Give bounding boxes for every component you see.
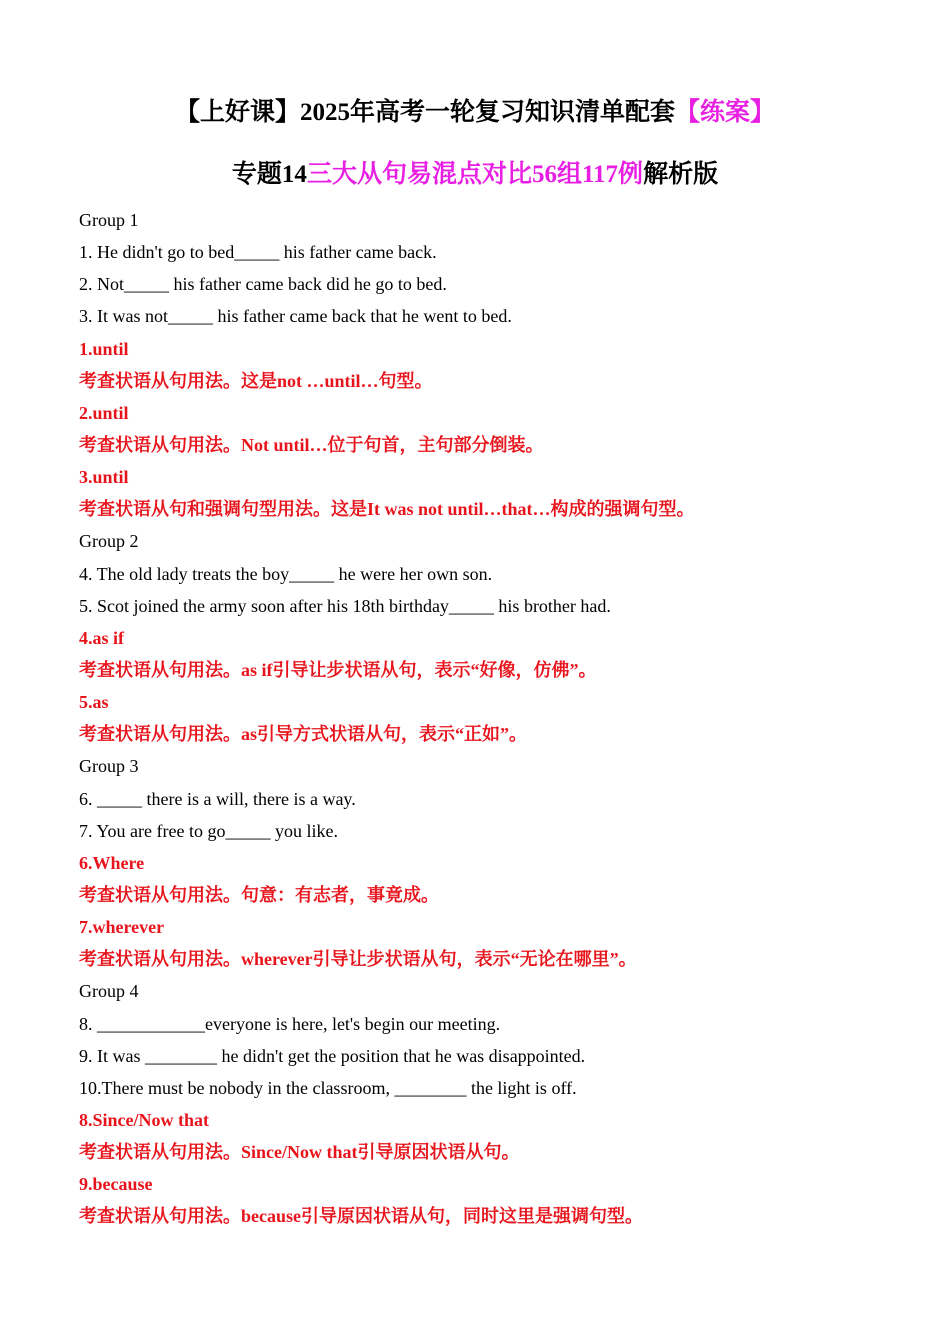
question-line: 3. It was not_____ his father came back that he went to bed. xyxy=(79,306,512,327)
question-line: 7. You are free to go_____ you like. xyxy=(79,820,338,841)
explanation-line: 考查状语从句和强调句型用法。这是It was not until…that…构成的强调句型。 xyxy=(79,499,695,520)
exercise-content xyxy=(79,204,919,1233)
explanation-line: 考查状语从句用法。Since/Now that引导原因状语从句。 xyxy=(79,1142,520,1163)
title-practice-tag: 【练案】 xyxy=(675,99,776,126)
group-heading: Group 2 xyxy=(79,531,139,552)
group-heading: Group 4 xyxy=(79,981,139,1002)
question-line: 4. The old lady treats the boy_____ he were her own son. xyxy=(79,563,493,584)
question-line: 1. He didn't go to bed_____ his father came back. xyxy=(79,242,437,263)
question-line: 10.There must be nobody in the classroom, ________ the light is off. xyxy=(79,1077,577,1098)
question-line: 8. ____________everyone is here, let's begin our meeting. xyxy=(79,1013,501,1034)
explanation-line: 考查状语从句用法。Not until…位于句首，主句部分倒装。 xyxy=(79,434,544,455)
explanation-line: 考查状语从句用法。wherever引导让步状语从句，表示“无论在哪里”。 xyxy=(79,949,637,970)
explanation-line: 考查状语从句用法。as引导方式状语从句，表示“正如”。 xyxy=(79,724,528,745)
explanation-line: 考查状语从句用法。这是not …until…句型。 xyxy=(79,370,433,391)
answer-line: 5.as xyxy=(79,692,109,713)
question-line: 2. Not_____ his father came back did he go to bed. xyxy=(79,274,447,295)
answer-line: 3.until xyxy=(79,467,129,488)
answer-line: 2.until xyxy=(79,402,129,423)
question-line: 9. It was ________ he didn't get the position that he was disappointed. xyxy=(79,1045,586,1066)
subtitle-topic-name: 三大从句易混点对比56组117例 xyxy=(306,161,644,188)
answer-line: 7.wherever xyxy=(79,917,165,938)
explanation-line: 考查状语从句用法。句意：有志者，事竟成。 xyxy=(79,884,439,905)
answer-line: 1.until xyxy=(79,338,129,359)
answer-line: 8.Since/Now that xyxy=(79,1109,209,1130)
group-heading: Group 1 xyxy=(79,210,139,230)
answer-line: 6.Where xyxy=(79,852,145,873)
explanation-line: 考查状语从句用法。as if引导让步状语从句，表示“好像，仿佛”。 xyxy=(79,659,597,680)
answer-line: 9.because xyxy=(79,1174,153,1195)
title-main-text: 【上好课】2025年高考一轮复习知识清单配套 xyxy=(174,99,675,126)
question-line: 5. Scot joined the army soon after his 18th birthday_____ his brother had. xyxy=(79,595,611,616)
document-title xyxy=(0,92,950,128)
question-line: 6. _____ there is a will, there is a way. xyxy=(79,788,356,809)
answer-line: 4.as if xyxy=(79,627,124,648)
subtitle-edition: 解析版 xyxy=(643,161,719,188)
explanation-line: 考查状语从句用法。because引导原因状语从句，同时这里是强调句型。 xyxy=(79,1206,643,1227)
document-subtitle xyxy=(0,154,950,190)
group-heading: Group 3 xyxy=(79,756,139,777)
subtitle-topic-number: 专题14 xyxy=(231,161,307,188)
